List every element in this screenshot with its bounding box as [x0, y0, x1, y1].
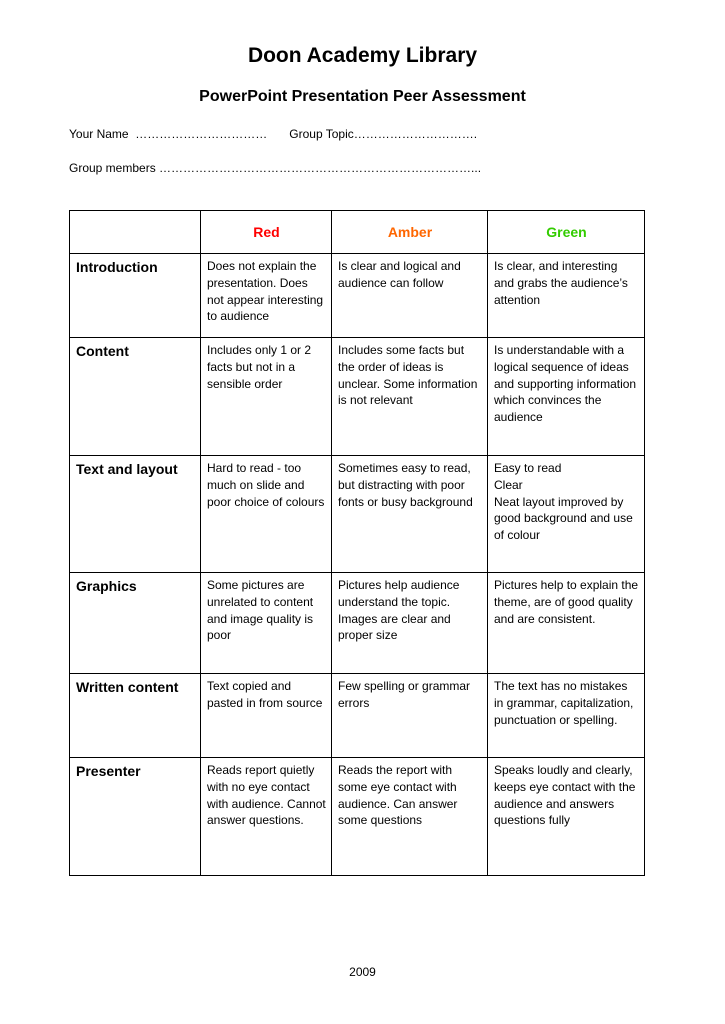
column-header-amber: Amber	[332, 211, 488, 254]
green-descriptor-cell: The text has no mistakes in grammar, capitalization, punctuation or spelling.	[488, 674, 645, 758]
criterion-cell: Text and layout	[70, 456, 201, 573]
name-topic-line	[69, 127, 477, 141]
document-subtitle: PowerPoint Presentation Peer Assessment	[199, 88, 526, 105]
group-members-line	[69, 161, 481, 175]
your-name-label: Your Name	[69, 127, 129, 141]
amber-descriptor-cell: Includes some facts but the order of ideas is unclear. Some information is not relevant	[332, 338, 488, 456]
amber-descriptor-cell: Few spelling or grammar errors	[332, 674, 488, 758]
criterion-cell: Graphics	[70, 573, 201, 674]
table-header-row	[70, 211, 645, 254]
green-descriptor-cell: Speaks loudly and clearly, keeps eye contact with the audience and answers questions fully	[488, 758, 645, 876]
table-row-content	[70, 338, 645, 456]
table-row-introduction	[70, 254, 645, 338]
red-descriptor-cell: Reads report quietly with no eye contact with audience. Cannot answer questions.	[201, 758, 332, 876]
green-descriptor-cell: Is clear, and interesting and grabs the audience’s attention	[488, 254, 645, 338]
red-descriptor-cell: Hard to read - too much on slide and poor choice of colours	[201, 456, 332, 573]
green-descriptor-cell: Easy to read Clear Neat layout improved by good background and use of colour	[488, 456, 645, 573]
red-descriptor-cell: Does not explain the presentation. Does not appear interesting to audience	[201, 254, 332, 338]
your-name-blank[interactable]: ……………………………	[135, 127, 268, 141]
group-members-blank[interactable]: ……………………………………………………………………...	[159, 161, 482, 175]
amber-descriptor-cell: Reads the report with some eye contact with audience. Can answer some questions	[332, 758, 488, 876]
table-row-text-and-layout	[70, 456, 645, 573]
document-title: Doon Academy Library	[247, 44, 478, 67]
criterion-cell: Presenter	[70, 758, 201, 876]
criterion-cell: Introduction	[70, 254, 201, 338]
green-descriptor-cell: Pictures help to explain the theme, are of good quality and are consistent.	[488, 573, 645, 674]
group-topic-blank[interactable]: ………………………….	[353, 127, 478, 141]
header-criterion-cell	[70, 211, 201, 254]
red-descriptor-cell: Text copied and pasted in from source	[201, 674, 332, 758]
red-descriptor-cell: Includes only 1 or 2 facts but not in a sensible order	[201, 338, 332, 456]
assessment-rubric-table	[69, 210, 645, 876]
amber-descriptor-cell: Pictures help audience understand the topic. Images are clear and proper size	[332, 573, 488, 674]
amber-descriptor-cell: Is clear and logical and audience can follow	[332, 254, 488, 338]
column-header-red: Red	[201, 211, 332, 254]
table-row-graphics	[70, 573, 645, 674]
criterion-cell: Written content	[70, 674, 201, 758]
criterion-cell: Content	[70, 338, 201, 456]
page-footer-year: 2009	[349, 965, 376, 979]
amber-descriptor-cell: Sometimes easy to read, but distracting with poor fonts or busy background	[332, 456, 488, 573]
column-header-green: Green	[488, 211, 645, 254]
red-descriptor-cell: Some pictures are unrelated to content and image quality is poor	[201, 573, 332, 674]
group-members-label: Group members	[69, 161, 156, 175]
table-row-written-content	[70, 674, 645, 758]
group-topic-label: Group Topic	[289, 127, 354, 141]
table-row-presenter	[70, 758, 645, 876]
green-descriptor-cell: Is understandable with a logical sequence of ideas and supporting information which convinces the audience	[488, 338, 645, 456]
